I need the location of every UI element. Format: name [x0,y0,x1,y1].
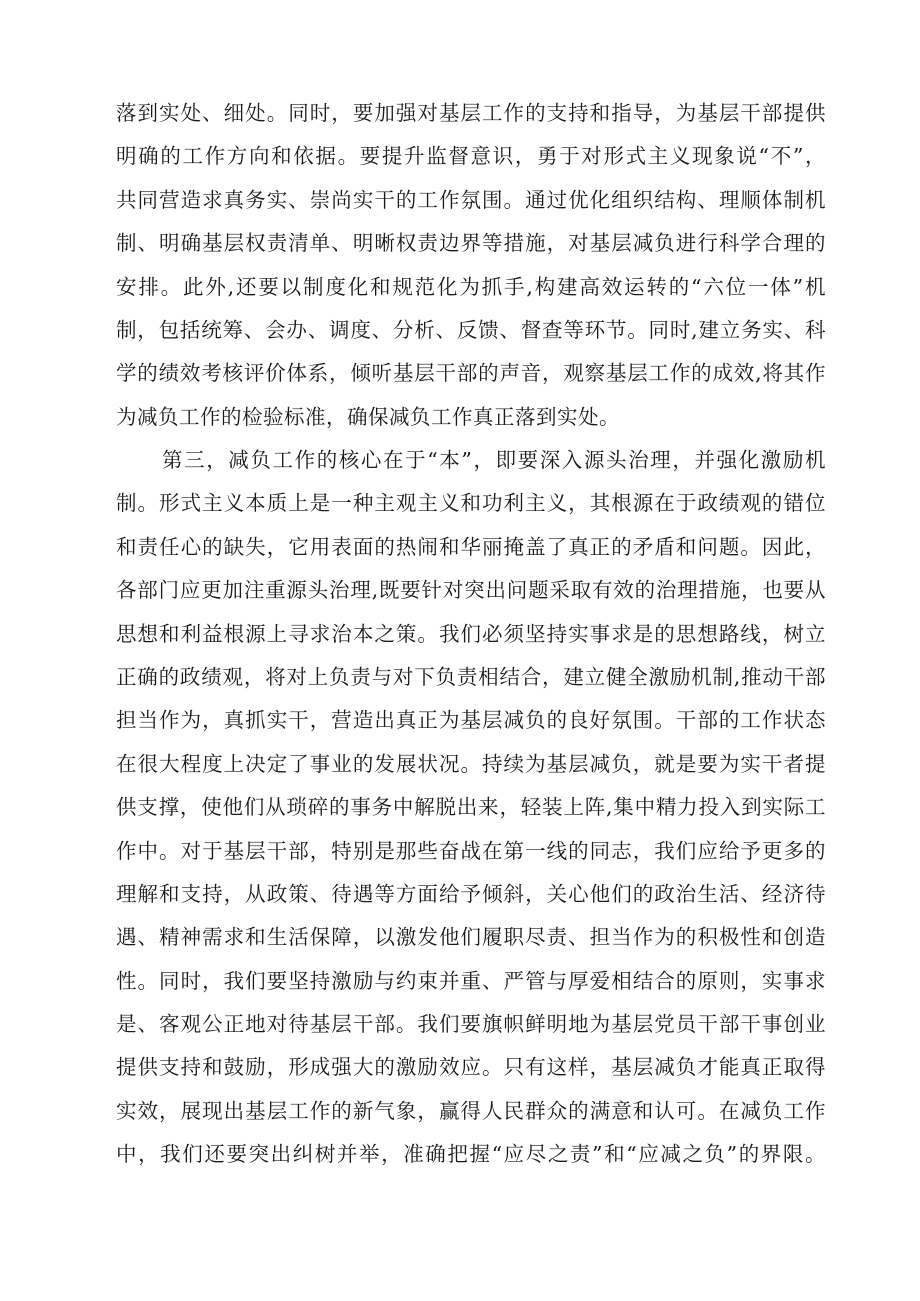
text-line: 作中。对于基层干部，特别是那些奋战在第一线的同志，我们应给予更多的 [116,838,826,863]
text-line: 共同营造求真务实、崇尚实干的工作氛围。通过优化组织结构、理顺体制机 [116,187,826,212]
text-line: 提供支持和鼓励，形成强大的激励效应。只有这样，基层减负才能真正取得 [116,1055,826,1080]
text-line: 安排。此外,还要以制度化和规范化为抓手,构建高效运转的“六位一体”机 [116,274,826,299]
text-line: 第三，减负工作的核心在于“本”，即要深入源头治理，并强化激励机 [162,448,826,472]
text-line: 为减负工作的检验标准，确保减负工作真正落到实处。 [116,404,620,429]
text-line: 供支撑，使他们从琐碎的事务中解脱出来，轻装上阵,集中精力投入到实际工 [116,795,826,820]
text-line: 明确的工作方向和依据。要提升监督意识，勇于对形式主义现象说“不”， [116,144,826,169]
text-line: 和责任心的缺失，它用表面的热闹和华丽掩盖了真正的矛盾和问题。因此， [116,534,826,559]
text-line: 中，我们还要突出纠树并举，准确把握“应尽之责”和“应减之负”的界限。 [116,1142,826,1167]
text-line: 实效，展现出基层工作的新气象，赢得人民群众的满意和认可。在减负工作 [116,1098,826,1123]
text-line: 遇、精神需求和生活保障，以激发他们履职尽责、担当作为的积极性和创造 [116,925,826,950]
text-line: 落到实处、细处。同时，要加强对基层工作的支持和指导，为基层干部提供 [116,101,826,125]
text-line: 理解和支持，从政策、待遇等方面给予倾斜，关心他们的政治生活、经济待 [116,881,826,906]
paragraph-1 [116,92,826,439]
text-line: 制、明确基层权责清单、明晰权责边界等措施，对基层减负进行科学合理的 [116,231,826,256]
text-line: 正确的政绩观，将对上负责与对下负责相结合，建立健全激励机制,推动干部 [116,664,826,689]
text-line: 性。同时，我们要坚持激励与约束并重、严管与厚爱相结合的原则，实事求 [116,968,826,993]
text-line: 制。形式主义本质上是一种主观主义和功利主义，其根源在于政绩观的错位 [116,491,826,516]
text-line: 担当作为，真抓实干，营造出真正为基层减负的良好氛围。干部的工作状态 [116,708,826,733]
text-line: 在很大程度上决定了事业的发展状况。持续为基层减负，就是要为实干者提 [116,751,826,776]
text-line: 思想和利益根源上寻求治本之策。我们必须坚持实事求是的思想路线，树立 [116,621,826,646]
text-line: 各部门应更加注重源头治理,既要针对突出问题采取有效的治理措施，也要从 [116,578,826,603]
text-line: 制，包括统筹、会办、调度、分析、反馈、督查等环节。同时,建立务实、科 [116,317,826,342]
text-line: 学的绩效考核评价体系，倾听基层干部的声音，观察基层工作的成效,将其作 [116,361,826,386]
text-line: 是、客观公正地对待基层干部。我们要旗帜鲜明地为基层党员干部干事创业 [116,1012,826,1037]
paragraph-2 [116,439,826,1177]
